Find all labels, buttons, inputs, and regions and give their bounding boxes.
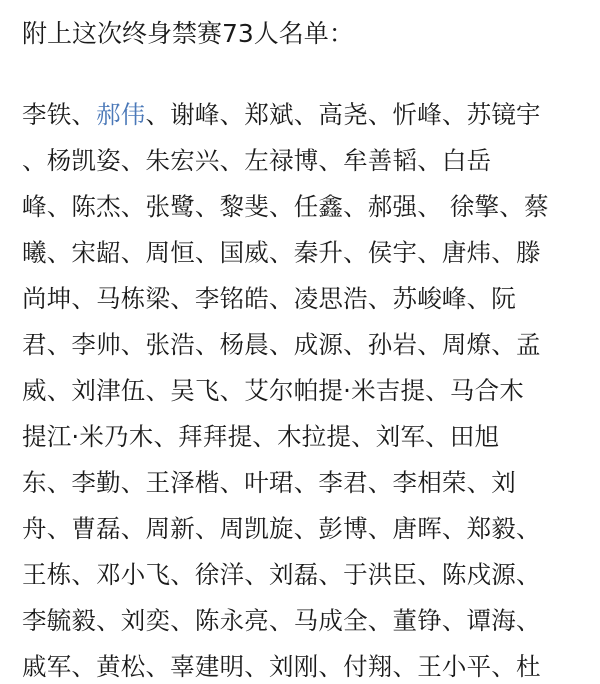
name-list-line: 君、李帅、张浩、杨晨、成源、孙岩、周燎、孟 xyxy=(22,330,541,359)
name-list-line: 李毓毅、刘奕、陈永亮、马成全、董铮、谭海、 xyxy=(22,606,541,635)
name-list-line: 提江·米乃木、拜拜提、木拉提、刘军、田旭 xyxy=(22,422,500,451)
name-list-line: 尚坤、马栋梁、李铭皓、凌思浩、苏峻峰、阮 xyxy=(22,284,516,313)
name-list-line: 曦、宋龆、周恒、国威、秦升、侯宇、唐炜、滕 xyxy=(22,238,541,267)
name-list-line: 舟、曹磊、周新、周凯旋、彭博、唐晖、郑毅、 xyxy=(22,514,541,543)
name-list xyxy=(22,97,582,684)
name-list-text: 李铁、 xyxy=(22,100,97,129)
name-list-line: 威、刘津伍、吴飞、艾尔帕提·米吉提、马合木 xyxy=(22,376,524,405)
name-list-text: 、谢峰、郑斌、高尧、忻峰、苏镜宇 xyxy=(145,100,541,129)
name-list-line: 、杨凯姿、朱宏兴、左禄博、牟善韬、白岳 xyxy=(22,146,492,175)
name-list-line: 戚军、黄松、辜建明、刘刚、付翔、王小平、杜 xyxy=(22,652,541,681)
name-link[interactable]: 郝伟 xyxy=(96,100,146,129)
name-list-line: 东、李勤、王泽楷、叶珺、李君、李相荣、刘 xyxy=(22,468,516,497)
intro-text: 附上这次终身禁赛73人名单： xyxy=(22,19,354,48)
name-list-line: 王栋、邓小飞、徐洋、刘磊、于洪臣、陈戍源、 xyxy=(22,560,541,589)
name-list-line: 峰、陈杰、张鹭、黎斐、任鑫、郝强、 徐擎、蔡 xyxy=(22,192,549,221)
name-list-line xyxy=(22,97,582,143)
